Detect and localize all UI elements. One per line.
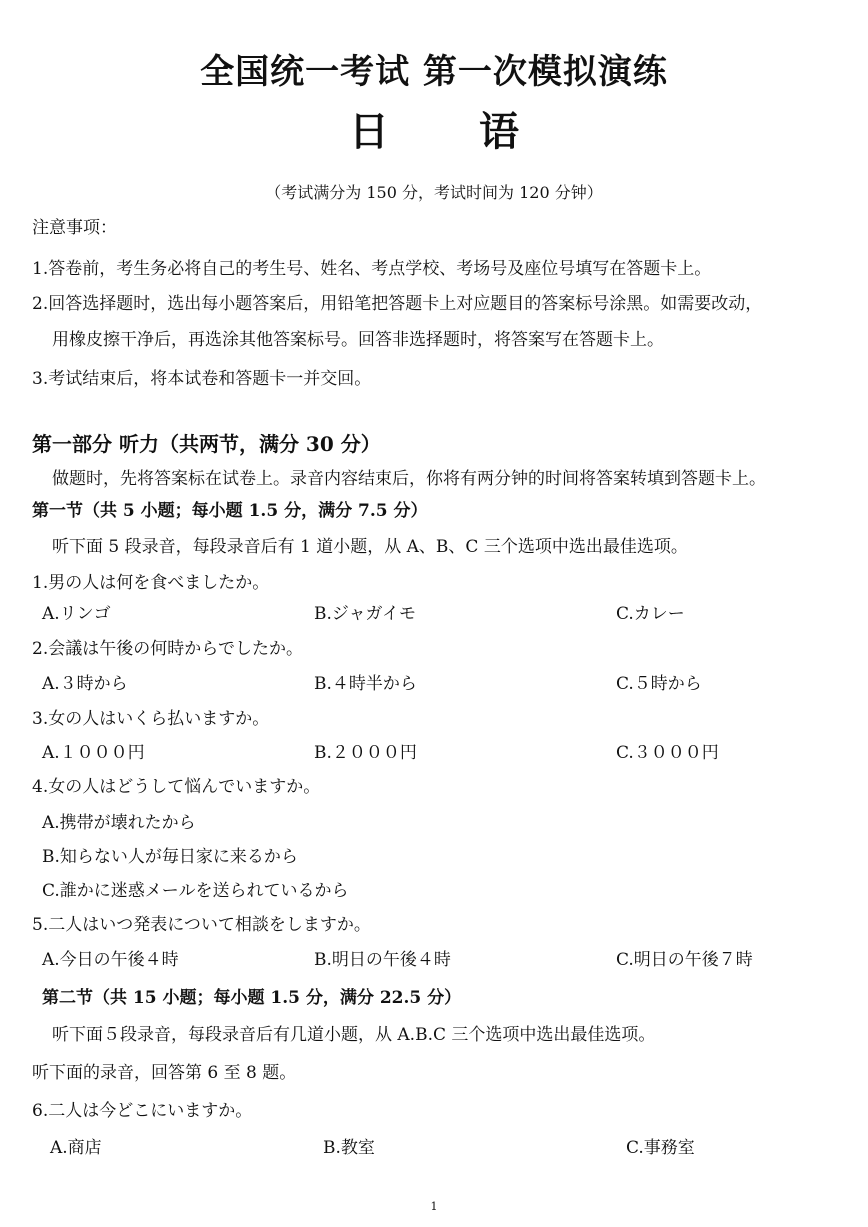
option-6c: C.事務室 xyxy=(626,1138,695,1158)
subject-title xyxy=(0,100,868,157)
option-2b: B.４時半から xyxy=(314,674,417,694)
subject-char-2: 语 xyxy=(479,109,519,155)
section1-instruction: 听下面 5 段录音，每段录音后有 1 道小题，从 A、B、C 三个选项中选出最佳选项。 xyxy=(52,537,688,557)
section2-subinstruction: 听下面的录音，回答第 6 至 8 题。 xyxy=(32,1063,297,1083)
option-2c: C.５時から xyxy=(616,674,702,694)
part1-heading: 第一部分 听力（共两节，满分 30 分） xyxy=(32,432,381,456)
section2-heading: 第二节（共 15 小题；每小题 1.5 分，满分 22.5 分） xyxy=(42,988,462,1008)
option-1a: A.リンゴ xyxy=(42,604,111,624)
question-5: 5.二人はいつ発表について相談をしますか。 xyxy=(32,915,371,935)
question-2: 2.会議は午後の何時からでしたか。 xyxy=(32,639,304,659)
exam-title: 全国统一考试 第一次模拟演练 xyxy=(200,52,668,92)
option-4b: B.知らない人が毎日家に来るから xyxy=(42,847,298,867)
section2-instruction: 听下面５段录音，每段录音后有几道小题，从 A.B.C 三个选项中选出最佳选项。 xyxy=(52,1025,656,1045)
question-4: 4.女の人はどうして悩んでいますか。 xyxy=(32,777,321,797)
note-item: 3.考试结束后，将本试卷和答题卡一并交回。 xyxy=(32,369,372,389)
note-item: 2.回答选择题时，选出每小题答案后，用铅笔把答题卡上对应题目的答案标号涂黑。如需要改动， xyxy=(32,294,763,314)
question-6: 6.二人は今どこにいますか。 xyxy=(32,1101,253,1121)
option-4a: A.携帯が壊れたから xyxy=(42,813,196,833)
question-1: 1.男の人は何を食べましたか。 xyxy=(32,573,270,593)
note-item: 1.答卷前，考生务必将自己的考生号、姓名、考点学校、考场号及座位号填写在答题卡上。 xyxy=(32,259,712,279)
option-1b: B.ジャガイモ xyxy=(314,604,417,624)
option-3b: B.２０００円 xyxy=(314,743,417,763)
page-number: 1 xyxy=(430,1200,438,1213)
part1-instruction: 做题时，先将答案标在试卷上。录音内容结束后，你将有两分钟的时间将答案转填到答题卡上。 xyxy=(52,469,766,489)
option-1c: C.カレー xyxy=(616,604,685,624)
option-3c: C.３０００円 xyxy=(616,743,719,763)
question-3: 3.女の人はいくら払いますか。 xyxy=(32,709,270,729)
subject-char-1: 日 xyxy=(349,109,389,155)
option-2a: A.３時から xyxy=(42,674,128,694)
section1-heading: 第一节（共 5 小题；每小题 1.5 分，满分 7.5 分） xyxy=(32,501,428,521)
option-5c: C.明日の午後７時 xyxy=(616,950,753,970)
option-5b: B.明日の午後４時 xyxy=(314,950,451,970)
option-3a: A.１０００円 xyxy=(42,743,145,763)
exam-info: （考试满分为 150 分，考试时间为 120 分钟） xyxy=(265,183,603,202)
note-item: 用橡皮擦干净后，再选涂其他答案标号。回答非选择题时，将答案写在答题卡上。 xyxy=(52,330,664,350)
option-5a: A.今日の午後４時 xyxy=(42,950,179,970)
notes-heading: 注意事项： xyxy=(32,218,117,238)
option-4c: C.誰かに迷惑メールを送られているから xyxy=(42,881,349,901)
option-6b: B.教室 xyxy=(323,1138,375,1158)
option-6a: A.商店 xyxy=(50,1138,102,1158)
